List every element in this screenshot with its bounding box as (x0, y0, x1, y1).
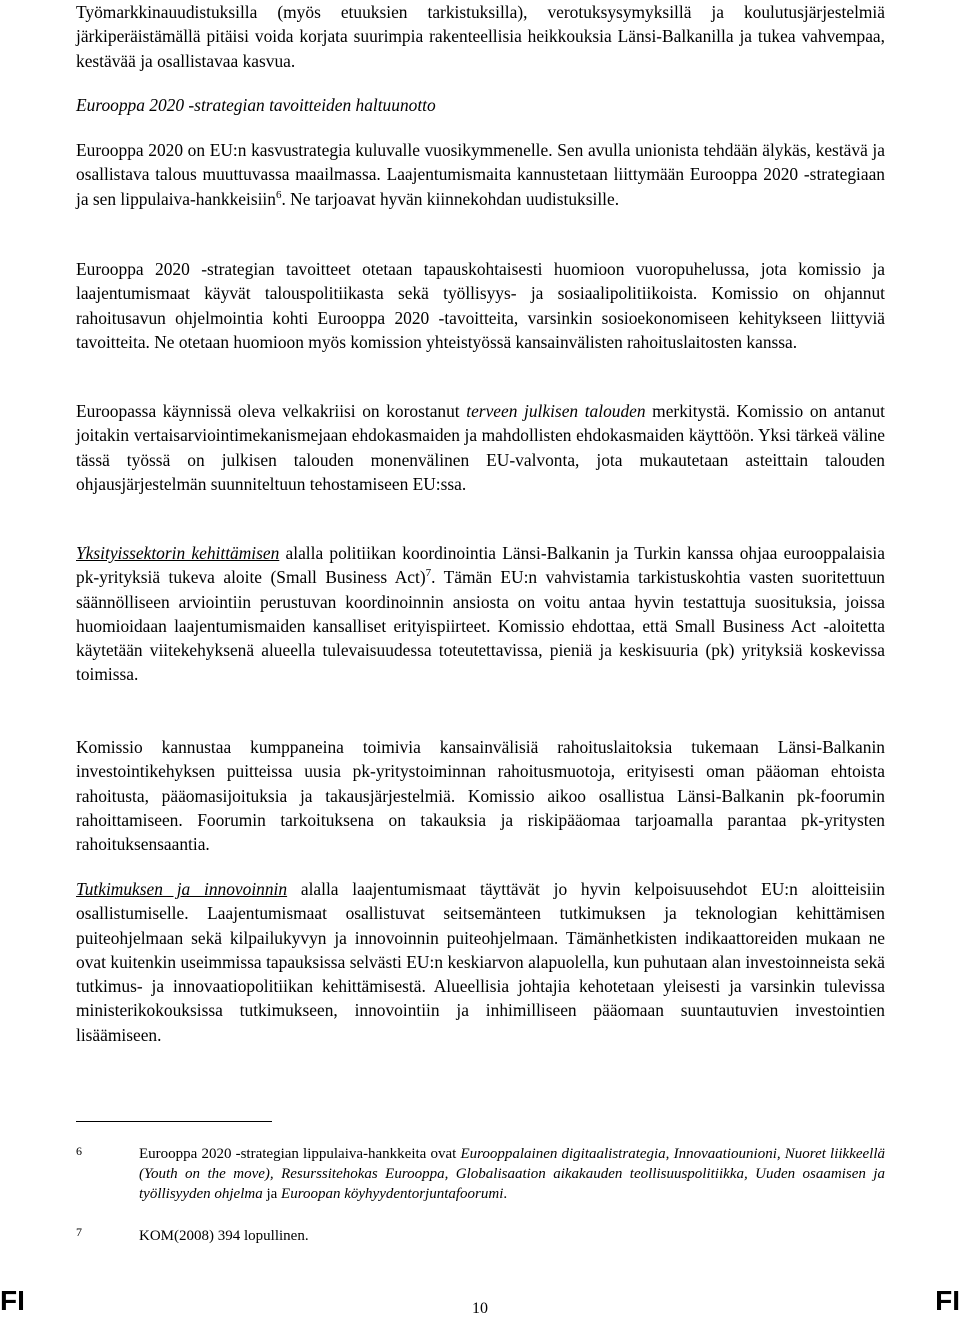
language-label-right: FI (935, 1285, 960, 1316)
footnote-number: 7 (76, 1225, 82, 1239)
paragraph-europe-2020 (76, 138, 885, 211)
text: merkitystä. Komissio on antanut joitakin vertaisarviointimekanismejaan ehdokasmaiden ja mahdollisten ehdokasmaiden käyttöön. Yksi tärkeä väline tässä työssä on julkisen talouden monenvälinen EU-valvonta, jota mukautetaan asteittain talouden ohjausjärjestelmän suunniteltuun tehostamiseen EU:ssa. (76, 401, 885, 494)
emphasis: Yksityissektorin kehittämisen (76, 543, 280, 563)
footnote-7 (76, 1222, 885, 1244)
text: Eurooppa 2020 -strategian lippulaiva-hankkeita ovat (139, 1146, 461, 1162)
text: Euroopassa käynnissä oleva velkakriisi on korostanut (76, 401, 467, 421)
paragraph-targets (76, 257, 885, 354)
text: ja (262, 1186, 282, 1202)
text: Komissio kannustaa kumppaneina toimivia kansainvälisiä rahoituslaitoksia tukemaan Länsi-Balkanin investointikehyksen puitteissa uusia pk-yritystoiminnan rahoitusmuotoja, erityisesti oman pääoman ehtoista rahoitusta, pääomasijoituksia ja takausjärjestelmiä. Komissio aikoo osallistua Länsi-Balkanin pk-foorumin rahoittamiseen. Foorumin tarkoituksena on takauksia ja riskipääomaa tarjoamalla parantaa pk-yritysten rahoituksensaantia. (76, 737, 885, 855)
footnote-separator (76, 1121, 272, 1122)
text: alalla laajentumismaat täyttävät jo hyvin kelpoisuusehdot EU:n aloitteisiin osallistumiselle. Laajentumismaat osallistuvat seitsemänteen tutkimuksen ja teknologian kehittämisen puiteohjelmaan sekä kilpailukyvyn ja innovoinnin puiteohjelmaan. Tämänhetkisten indikaattoreiden mukaan ne ovat kuitenkin useimmissa tapauksissa selvästi EU:n keskiarvon alapuolella, kun puhutaan alan investoinneista sekä tutkimus- ja innovaatiopolitiikan kehittämisestä. Alueellisia johtajia kehotetaan yleisesti ja varsinkin tulevissa ministerikokouksissa tutkimukseen, innovointiin ja inhimilliseen pääomaan suuntautuvien investointien lisäämiseen. (76, 879, 885, 1045)
emphasis: terveen julkisen talouden (466, 401, 646, 421)
paragraph-research (76, 877, 885, 1047)
footnote-number: 6 (76, 1144, 82, 1158)
text: Eurooppa 2020 -strategian tavoitteet otetaan tapauskohtaisesti huomioon vuoropuhelussa, jota komissio ja laajentumismaat käyvät talouspolitiikasta sekä työllisyys- ja sosiaalipolitiikoista. Komissio on ohjannut rahoitusavun ohjelmointia kohti Eurooppa 2020 -tavoitteita, varsinkin sosioekonomiseen kehitykseen liittyviä tavoitteita. Ne otetaan huomioon myös komission yhteistyössä kansainvälisten rahoituslaitosten kanssa. (76, 259, 885, 352)
emphasis: Tutkimuksen ja innovoinnin (76, 879, 288, 899)
footnote-ref-7: 7 (425, 567, 432, 580)
text: alalla politiikan koordinointia Länsi-Balkanin ja Turkin kanssa ohjaa eurooppalaisia pk-yrityksiä tukeva aloite (Small Business Act) (76, 543, 885, 588)
paragraph-private-sector (76, 541, 885, 687)
paragraph-debt-crisis (76, 399, 885, 496)
emphasis: Euroopan köyhyydentorjuntafoorumi (281, 1186, 504, 1202)
paragraph-financing (76, 735, 885, 856)
footnote-6 (76, 1141, 885, 1221)
footnote-text (139, 1144, 885, 1204)
text: Työmarkkinauudistuksilla (myös etuuksien tarkistuksilla), verotuksysymyksillä ja koulutusjärjestelmiä järkiperäistämällä pitäisi voida korjata suurimpia rakenteellisia heikkouksia Länsi-Balkanilla ja tukea vahvempaa, kestävää ja osallistavaa kasvua. (76, 2, 885, 71)
text: . Tämän EU:n vahvistamia tarkistuskohtia vasten suoritettuun säännölliseen arviointiin perustuvan koordinoinnin ansiosta on voitu antaa hyvin testattuja suosituksia, joissa huomioidaan laajentumismaiden kansalliset erityispiirteet. Komissio ehdottaa, että Small Business Act -aloitetta käytetään viitekehyksenä alueella tulevaisuudessa toteutettavissa, pieniä ja keskisuuria (pk) yrityksiä koskevissa toimissa. (76, 567, 885, 685)
footnote-text: KOM(2008) 394 lopullinen. (139, 1228, 309, 1244)
emphasis: Eurooppalainen digitaalistrategia, Innovaatiounioni, Nuoret liikkeellä (Youth on the move), Resurssitehokas Eurooppa, Globalisaation aikakauden teollisuuspolitiikka, Uuden osaamisen ja työllisyyden ohjelma (139, 1146, 886, 1202)
text: . (503, 1186, 508, 1202)
text: . Ne tarjoavat hyvän kiinnekohdan uudistuksille. (281, 188, 620, 209)
section-heading: Eurooppa 2020 -strategian tavoitteiden haltuunotto (76, 95, 436, 115)
language-label-left: FI (0, 1285, 25, 1316)
paragraph-labour-reforms (76, 0, 885, 73)
footnote-ref-6: 6 (275, 188, 282, 201)
page-number: 10 (472, 1300, 488, 1317)
text: Eurooppa 2020 on EU:n kasvustrategia kuluvalle vuosikymmenelle. Sen avulla unionista tehdään älykäs, kestävä ja osallistava talous muuttuvassa maailmassa. Laajentumismaita kannustetaan liittymään Eurooppa 2020 -strategiaan ja sen lippulaiva-hankkeisiin (76, 140, 885, 209)
